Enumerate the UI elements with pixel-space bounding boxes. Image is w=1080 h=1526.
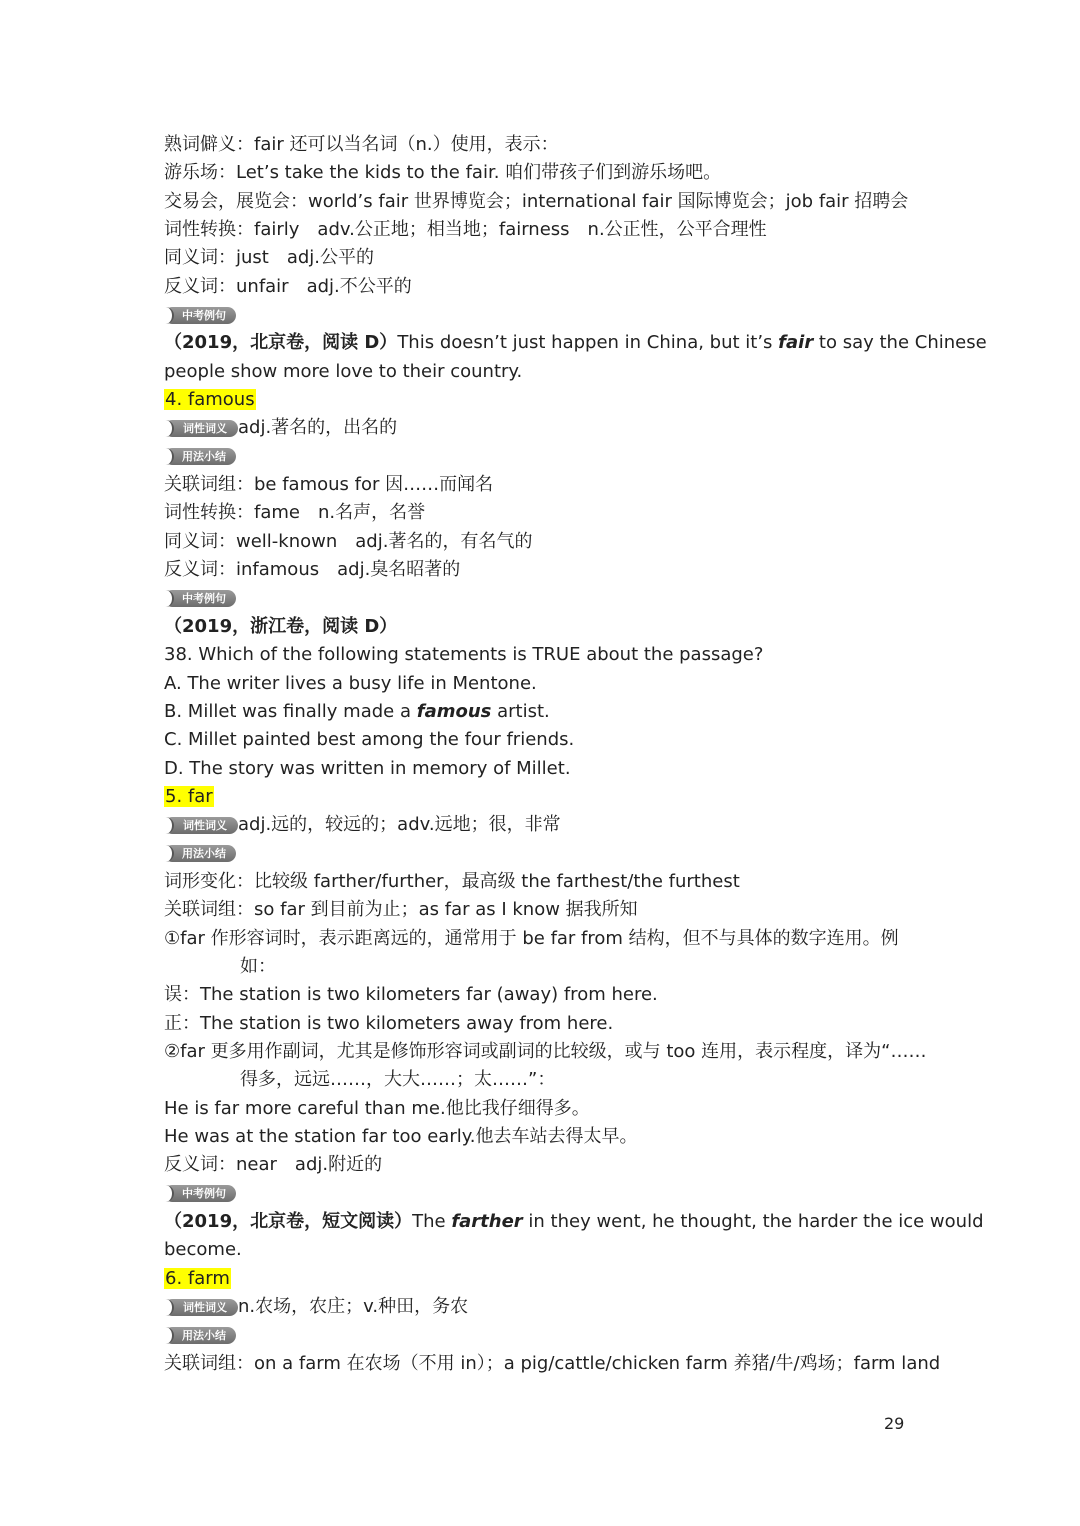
keyword: fair — [778, 332, 814, 354]
text-line: 正：The station is two kilometers away from here. — [164, 1012, 614, 1034]
exam-example-tag: 中考例句 — [164, 307, 236, 324]
text-line: 同义词：well-known adj.著名的，有名气的 — [164, 530, 533, 552]
meaning-tag: 词性词义 — [164, 420, 238, 437]
text-line: He was at the station far too early.他去车站去得太早。 — [164, 1126, 638, 1148]
text-line: 得多，远远……，大大……；太……”： — [240, 1069, 556, 1091]
example-sentence: （2019，北京卷，阅读 D）This doesn’t just happen in China, but it’s fair to say the Chinese — [164, 332, 987, 354]
usage-tag: 用法小结 — [164, 448, 236, 465]
example-source: （2019，浙江卷，阅读 D） — [164, 615, 398, 637]
text-line: 熟词僻义：fair 还可以当名词（n.）使用，表示： — [164, 134, 559, 155]
exam-example-tag: 中考例句 — [164, 1185, 236, 1202]
text-line: 反义词：near adj.附近的 — [164, 1154, 383, 1176]
text-line: become. — [164, 1239, 242, 1261]
option-d: D. The story was written in memory of Millet. — [164, 757, 571, 779]
text-line: 同义词：just adj.公平的 — [164, 247, 375, 269]
text-line: He is far more careful than me.他比我仔细得多。 — [164, 1097, 590, 1119]
usage-tag: 用法小结 — [164, 845, 236, 862]
usage-tag: 用法小结 — [164, 1327, 236, 1344]
keyword: famous — [416, 700, 492, 722]
text-line: 如： — [240, 955, 276, 977]
exam-example-tag: 中考例句 — [164, 590, 236, 607]
page-content — [164, 131, 987, 1378]
text-line: ①far 作形容词时，表示距离远的，通常用于 be far from 结构，但不与具体的数字连用。例 — [164, 927, 899, 949]
word-meaning: n.农场，农庄；v.种田，务农 — [238, 1296, 469, 1318]
text-line: 关联词组：so far 到目前为止；as far as I know 据我所知 — [164, 899, 638, 921]
text-line: ②far 更多用作副词，尤其是修饰形容词或副词的比较级，或与 too 连用，表示程度，译为“…… — [164, 1041, 927, 1062]
meaning-tag: 词性词义 — [164, 1299, 238, 1316]
text-line: 关联词组：be famous for 因……而闻名 — [164, 474, 494, 496]
option-b: B. Millet was finally made a famous artist. — [164, 700, 550, 722]
word-meaning: adj.著名的，出名的 — [238, 417, 398, 439]
word-heading: 5. far — [165, 785, 213, 807]
example-sentence: （2019，北京卷，短文阅读）The farther in they went, he thought, the harder the ice would — [164, 1211, 984, 1233]
text-line: 游乐场：Let’s take the kids to the fair. 咱们带孩子们到游乐场吧。 — [164, 162, 722, 184]
question: 38. Which of the following statements is TRUE about the passage? — [164, 644, 764, 666]
text-line: 词性转换：fairly adv.公正地；相当地；fairness n.公正性，公平合理性 — [164, 219, 767, 241]
option-c: C. Millet painted best among the four friends. — [164, 729, 575, 751]
word-heading: 6. farm — [165, 1267, 230, 1289]
text-line: 关联词组：on a farm 在农场（不用 in）；a pig/cattle/chicken farm 养猪/牛/鸡场；farm land — [164, 1352, 941, 1374]
text-line: 反义词：unfair adj.不公平的 — [164, 275, 412, 297]
text-line: 词形变化：比较级 farther/further，最高级 the farthest/the furthest — [164, 870, 740, 892]
text-line: 词性转换：fame n.名声，名誉 — [164, 502, 426, 524]
word-heading: 4. famous — [165, 389, 255, 411]
text-line: 交易会，展览会：world’s fair 世界博览会；international fair 国际博览会；job fair 招聘会 — [164, 190, 909, 212]
example-source: （2019，北京卷，阅读 D） — [164, 332, 398, 354]
page-number: 29 — [884, 1414, 905, 1433]
keyword: farther — [451, 1211, 523, 1233]
text-line: 反义词：infamous adj.臭名昭著的 — [164, 559, 461, 581]
option-a: A. The writer lives a busy life in Mentone. — [164, 672, 537, 694]
word-meaning: adj.远的，较远的；adv.远地；很，非常 — [238, 814, 561, 836]
meaning-tag: 词性词义 — [164, 817, 238, 834]
text-line: people show more love to their country. — [164, 360, 523, 382]
example-source: （2019，北京卷，短文阅读） — [164, 1211, 413, 1233]
text-line: 误：The station is two kilometers far (away) from here. — [164, 984, 658, 1006]
